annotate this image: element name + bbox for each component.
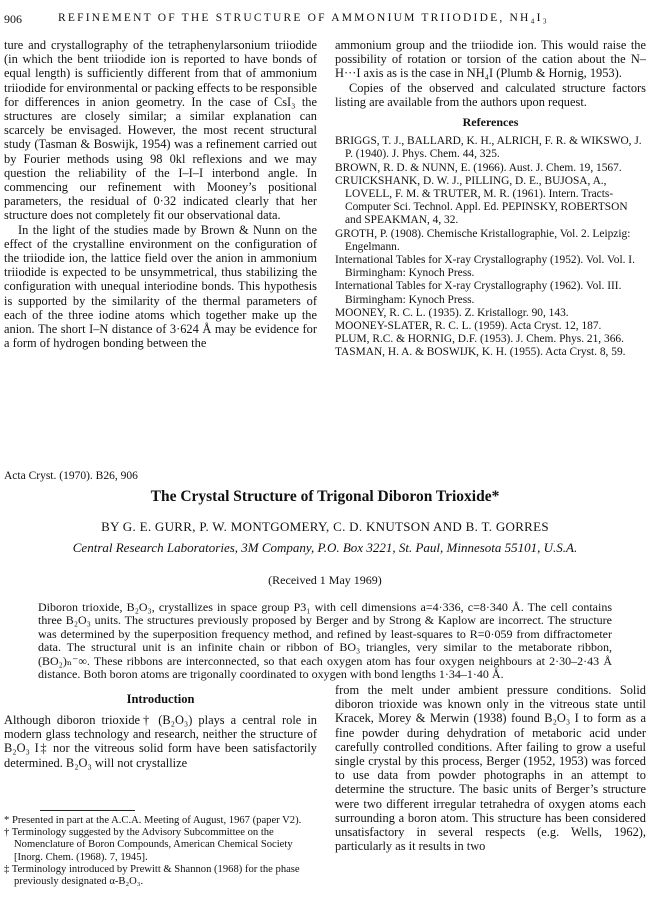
footnote: † Terminology suggested by the Advisory Subcommittee on the Nomenclature of Boron Compounds, American Chemical Society [Inorg. Chem. (1968). 7, 1945]. — [4, 827, 293, 863]
article-affiliation: Central Research Laboratories, 3M Company, P.O. Box 3221, St. Paul, Minnesota 55101, U.S.A. — [72, 540, 578, 555]
reference-item: MOONEY, R. C. L. (1935). Z. Kristallogr. 90, 143. — [335, 306, 569, 319]
left-paragraph-2: In the light of the studies made by Brown & Nunn on the effect of the crystalline environment on the configuration of the triiodide ion, the lattice field over the anion in ammonium triiodide is expected to be unsymmetrical, thus stabilizing the configuration with unequal interiodine bonds. This hypothesis is supported by the similarity of the thermal parameters of each of the three iodine atoms which together make up the anion. The short I–N distance of 3·624 Å may be evidence for a form of hydrogen bonding between the — [4, 222, 317, 351]
right-paragraph-1: ammonium group and the triiodide ion. This would raise the possibility of rotation or torsion of the cation about the N–H···I axis as is the case in NH₄I (Plumb & Hornig, 1953). — [335, 38, 646, 81]
right-paragraph-2: Copies of the observed and calculated structure factors listing are available from the authors upon request. — [335, 80, 646, 109]
introduction-heading: Introduction — [126, 692, 195, 706]
reference-item: CRUICKSHANK, D. W. J., PILLING, D. E., BUJOSA, A., LOVELL, F. M. & TRUTER, M. R. (1961). Intern. Tracts- Computer Sci. Technol. Appl. Ed. PEPINSKY, ROBERTSON and SPEAKMAN, 4, 32. — [335, 174, 628, 227]
reference-item: BRIGGS, T. J., BALLARD, K. H., ALRICH, F. R. & WIKSWO, J. P. (1940). J. Phys. Chem. 44, 325. — [335, 135, 642, 161]
reference-item: BROWN, R. D. & NUNN, E. (1966). Aust. J. Chem. 19, 1567. — [335, 161, 622, 174]
reference-item: GROTH, P. (1908). Chemische Kristallographie, Vol. 2. Leipzig: Engelmann. — [335, 227, 631, 253]
right-column — [335, 38, 646, 360]
running-title: REFINEMENT OF THE STRUCTURE OF AMMONIUM TRIIODIDE, NH₄I₃ — [58, 12, 549, 24]
reference-item: International Tables for X-ray Crystallography (1952). Vol. Vol. I. Birmingham: Kynoch Press. — [335, 254, 635, 280]
reference-item: PLUM, R.C. & HORNIG, D.F. (1953). J. Chem. Phys. 21, 366. — [335, 333, 624, 346]
abstract: Diboron trioxide, B₂O₃, crystallizes in space group P3₁ with cell dimensions a=4·336, c=8·340 Å. The cell contains three B₂O₃ units. The structures previously proposed by Berger and by Strong & Kaplow are incorrect. The structure was determined by the superposition frequency method, and refined by least-squares to R=0·059 from diffractometer data. The structural unit is an infinite chain or ribbon of BO₃ triangles, very similar to the metaborate ribbon, (BO₂)ₙ⁻∞. These ribbons are interconnected, so that each oxygen atom has four oxygen neighbours at 2·30–2·43 Å distance. Both boron atoms are trigonally coordinated to oxygen with bond lengths 1·34–1·40 Å. — [38, 600, 612, 682]
article-title: The Crystal Structure of Trigonal Diboron Trioxide* — [150, 488, 500, 505]
references-heading: References — [462, 115, 519, 130]
footnote: * Presented in part at the A.C.A. Meeting of August, 1967 (paper V2). — [4, 815, 302, 826]
reference-item: International Tables for X-ray Crystallography (1962). Vol. III. Birmingham: Kynoch Press. — [335, 280, 622, 306]
journal-citation: Acta Cryst. (1970). B26, 906 — [4, 470, 138, 482]
footnote-divider — [40, 810, 135, 811]
left-column — [4, 38, 317, 350]
received-date: (Received 1 May 1969) — [268, 573, 382, 587]
introduction-left: Although diboron trioxide† (B₂O₃) plays a central role in modern glass technology and research, neither the structure of B₂O₃ I‡ nor the vitreous solid form have been satisfactorily determined. B₂O₃ will not crystallize — [4, 713, 317, 770]
reference-item: TASMAN, H. A. & BOSWIJK, K. H. (1955). Acta Cryst. 8, 59. — [335, 346, 626, 359]
footnote: ‡ Terminology introduced by Prewitt & Shannon (1968) for the phase previously designated α-B₂O₃. — [4, 863, 300, 888]
left-paragraph-1: ture and crystallography of the tetraphenylarsonium triiodide (in which the bent triiodide ion is reported to have bonds of equal length) is sufficiently different from that of ammonium triiodide for environmental or packing effects to be responsible for differences in anion geometry. In the case of CsI₃ the structures are closely similar; a similar explanation can scarcely be envisaged. However, the most recent structural study (Tasman & Boswijk, 1954) was a refinement carried out by Fourier methods using 98 0kl reflexions and we may question the reliability of the I–I–I interbond angle. In commencing our refinement with Mooney’s positional parameters, the residual of 0·32 indicated clearly that her structure does not completely fit our observational data. — [4, 38, 317, 223]
footnotes — [4, 815, 317, 888]
article-authors: BY G. E. GURR, P. W. MONTGOMERY, C. D. KNUTSON AND B. T. GORRES — [101, 519, 549, 534]
page-number: 906 — [4, 12, 22, 26]
introduction-right: from the melt under ambient pressure conditions. Solid diboron trioxide was known only in the vitreous state until Kracek, Morey & Merwin (1938) found B₂O₃ I to form as a fine powder during dehydration of metaboric acid under carefully controlled conditions. After failing to grow a useful single crystal by this process, Berger (1952, 1953) was forced to use data from powder photographs in an attempt to determine the structure. The basic units of Berger’s structure were two different irregular tetrahedra of oxygen atoms each surrounding a boron atom. This structure has been considered unsatisfactory in several respects (e.g. Wells, 1962), particularly as it results in two — [335, 683, 646, 854]
reference-item: MOONEY-SLATER, R. C. L. (1959). Acta Cryst. 12, 187. — [335, 320, 602, 333]
